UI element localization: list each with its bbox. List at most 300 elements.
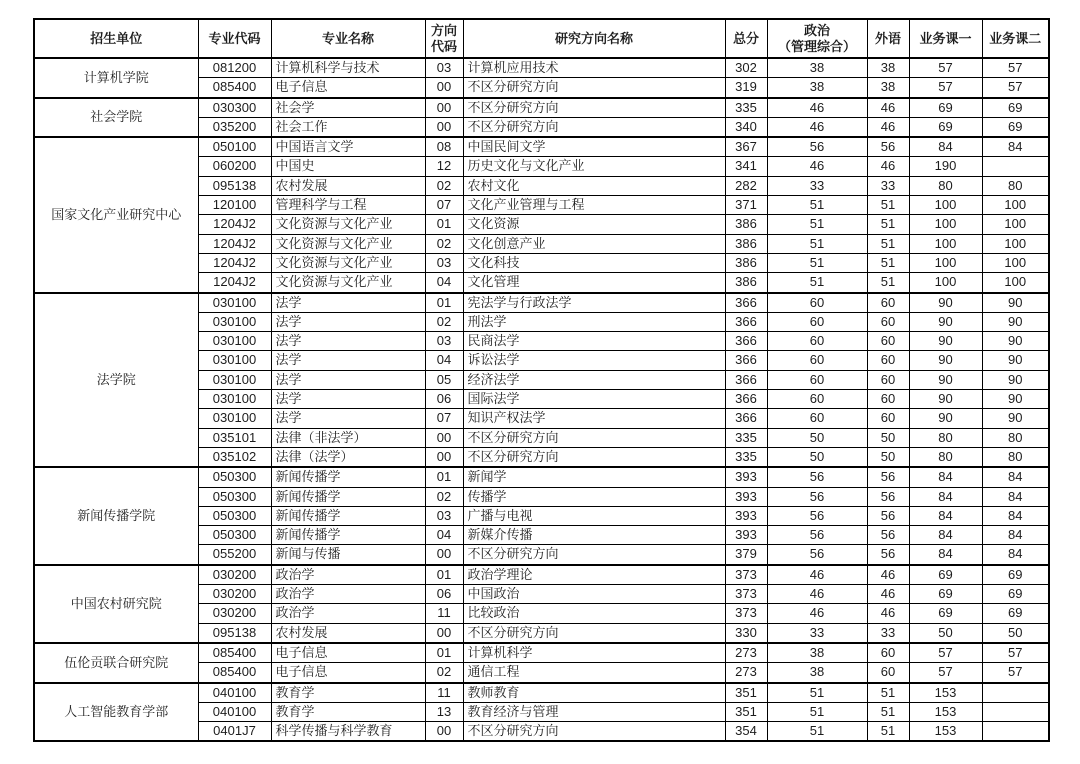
cell-course1-score: 84: [909, 526, 982, 545]
cell-politics-score: 50: [767, 447, 867, 467]
cell-direction-code: 08: [425, 137, 463, 157]
cell-course1-score: 153: [909, 702, 982, 721]
cell-foreign-language-score: 51: [867, 234, 909, 253]
cell-major-code: 030100: [198, 390, 271, 409]
cell-direction-name: 文化科技: [463, 253, 725, 272]
col-header-politics: [767, 19, 867, 58]
cell-course1-score: 69: [909, 585, 982, 604]
cell-foreign-language-score: 51: [867, 196, 909, 215]
cell-course2-score: 84: [982, 137, 1049, 157]
cell-total-score: 319: [725, 78, 767, 98]
cell-direction-code: 03: [425, 253, 463, 272]
cell-direction-code: 00: [425, 545, 463, 565]
cell-course2-score: 57: [982, 58, 1049, 78]
cell-direction-code: 02: [425, 487, 463, 506]
cell-course1-score: 57: [909, 58, 982, 78]
cell-total-score: 386: [725, 215, 767, 234]
cell-major-code: 050300: [198, 526, 271, 545]
cell-foreign-language-score: 56: [867, 467, 909, 487]
cell-major-code: 095138: [198, 176, 271, 195]
cell-foreign-language-score: 38: [867, 78, 909, 98]
cell-course1-score: 90: [909, 293, 982, 313]
cell-direction-code: 04: [425, 526, 463, 545]
cell-course1-score: 100: [909, 234, 982, 253]
cell-foreign-language-score: 60: [867, 643, 909, 663]
cell-major-code: 030200: [198, 604, 271, 623]
cell-total-score: 351: [725, 683, 767, 703]
cell-foreign-language-score: 56: [867, 506, 909, 525]
cell-politics-score: 51: [767, 683, 867, 703]
cell-course1-score: 50: [909, 623, 982, 643]
cell-direction-name: 民商法学: [463, 332, 725, 351]
cell-course1-score: 57: [909, 78, 982, 98]
cell-major-name: 电子信息: [271, 643, 425, 663]
cell-major-name: 教育学: [271, 683, 425, 703]
col-header-foreign-language: 外语: [867, 19, 909, 58]
cell-total-score: 366: [725, 312, 767, 331]
cell-foreign-language-score: 50: [867, 428, 909, 447]
cell-direction-code: 01: [425, 467, 463, 487]
cell-total-score: 273: [725, 643, 767, 663]
cell-course1-score: 57: [909, 663, 982, 683]
cell-total-score: 386: [725, 234, 767, 253]
cell-major-code: 085400: [198, 78, 271, 98]
cell-direction-name: 文化资源: [463, 215, 725, 234]
cell-direction-name: 新闻学: [463, 467, 725, 487]
cell-course2-score: 90: [982, 332, 1049, 351]
cell-course2-score: 90: [982, 351, 1049, 370]
cell-major-code: 040100: [198, 683, 271, 703]
cell-major-name: 电子信息: [271, 663, 425, 683]
cell-admission-unit: 计算机学院: [34, 58, 198, 98]
cell-total-score: 335: [725, 447, 767, 467]
cell-politics-score: 46: [767, 117, 867, 137]
cell-direction-code: 04: [425, 273, 463, 293]
cell-major-name: 文化资源与文化产业: [271, 234, 425, 253]
cell-direction-name: 不区分研究方向: [463, 623, 725, 643]
cell-total-score: 351: [725, 702, 767, 721]
cell-politics-score: 51: [767, 196, 867, 215]
cell-politics-score: 38: [767, 78, 867, 98]
cell-foreign-language-score: 56: [867, 545, 909, 565]
cell-total-score: 367: [725, 137, 767, 157]
table-body: [34, 58, 1049, 741]
cell-politics-score: 60: [767, 332, 867, 351]
cell-politics-score: 56: [767, 506, 867, 525]
cell-course2-score: 84: [982, 506, 1049, 525]
table-row: [34, 643, 1049, 663]
cell-total-score: 373: [725, 604, 767, 623]
cell-direction-name: 历史文化与文化产业: [463, 157, 725, 176]
cell-course1-score: 100: [909, 215, 982, 234]
cell-foreign-language-score: 46: [867, 585, 909, 604]
cell-major-code: 055200: [198, 545, 271, 565]
cell-major-name: 管理科学与工程: [271, 196, 425, 215]
cell-direction-name: 不区分研究方向: [463, 78, 725, 98]
cell-course1-score: 90: [909, 312, 982, 331]
cell-direction-code: 00: [425, 722, 463, 742]
cell-major-name: 法学: [271, 409, 425, 428]
cell-total-score: 340: [725, 117, 767, 137]
cell-major-name: 文化资源与文化产业: [271, 253, 425, 272]
cell-direction-code: 02: [425, 312, 463, 331]
cell-direction-name: 农村文化: [463, 176, 725, 195]
cell-politics-score: 51: [767, 702, 867, 721]
cell-direction-code: 01: [425, 293, 463, 313]
cell-course1-score: 100: [909, 253, 982, 272]
cell-course2-score: 90: [982, 390, 1049, 409]
cell-course2-score: 57: [982, 663, 1049, 683]
cell-direction-name: 文化创意产业: [463, 234, 725, 253]
cell-course2-score: 90: [982, 293, 1049, 313]
cell-course2-score: 100: [982, 253, 1049, 272]
cell-direction-name: 计算机科学: [463, 643, 725, 663]
cell-foreign-language-score: 51: [867, 215, 909, 234]
cell-course1-score: 69: [909, 604, 982, 623]
table-row: [34, 293, 1049, 313]
cell-direction-name: 文化管理: [463, 273, 725, 293]
cell-direction-name: 知识产权法学: [463, 409, 725, 428]
cell-foreign-language-score: 51: [867, 253, 909, 272]
header-line: 代码: [430, 38, 457, 54]
cell-direction-code: 01: [425, 565, 463, 585]
cell-major-code: 050300: [198, 467, 271, 487]
cell-course2-score: [982, 702, 1049, 721]
cell-admission-unit: 人工智能教育学部: [34, 683, 198, 742]
cell-politics-score: 51: [767, 273, 867, 293]
cell-major-code: 030200: [198, 585, 271, 604]
cell-foreign-language-score: 51: [867, 683, 909, 703]
cell-total-score: 330: [725, 623, 767, 643]
cell-politics-score: 60: [767, 312, 867, 331]
cell-major-code: 050300: [198, 506, 271, 525]
cell-direction-code: 07: [425, 409, 463, 428]
cell-direction-name: 比较政治: [463, 604, 725, 623]
cell-major-name: 科学传播与科学教育: [271, 722, 425, 742]
cell-course2-score: 100: [982, 273, 1049, 293]
cell-major-code: 035101: [198, 428, 271, 447]
cell-course2-score: [982, 722, 1049, 742]
cell-admission-unit: 社会学院: [34, 98, 198, 138]
cell-major-name: 电子信息: [271, 78, 425, 98]
cell-foreign-language-score: 51: [867, 702, 909, 721]
cell-direction-code: 06: [425, 390, 463, 409]
cell-total-score: 366: [725, 293, 767, 313]
cell-total-score: 335: [725, 428, 767, 447]
cell-foreign-language-score: 60: [867, 312, 909, 331]
cell-major-code: 040100: [198, 702, 271, 721]
header-line: 政治: [803, 22, 830, 38]
cell-direction-code: 11: [425, 604, 463, 623]
cell-foreign-language-score: 60: [867, 663, 909, 683]
cell-total-score: 393: [725, 467, 767, 487]
cell-course1-score: 90: [909, 390, 982, 409]
cell-major-name: 农村发展: [271, 623, 425, 643]
cell-major-name: 法律（法学）: [271, 447, 425, 467]
cell-foreign-language-score: 51: [867, 722, 909, 742]
cell-politics-score: 60: [767, 351, 867, 370]
cell-total-score: 335: [725, 98, 767, 118]
cell-major-code: 1204J2: [198, 253, 271, 272]
header-row: [34, 19, 1049, 58]
cell-course1-score: 90: [909, 332, 982, 351]
cell-total-score: 371: [725, 196, 767, 215]
cell-course1-score: 84: [909, 506, 982, 525]
cell-major-name: 社会学: [271, 98, 425, 118]
cell-major-name: 法律（非法学）: [271, 428, 425, 447]
cell-direction-code: 02: [425, 176, 463, 195]
cell-major-code: 085400: [198, 663, 271, 683]
table-header: [34, 19, 1049, 58]
cell-politics-score: 51: [767, 234, 867, 253]
cell-major-name: 新闻传播学: [271, 526, 425, 545]
cell-course1-score: 69: [909, 565, 982, 585]
cell-major-name: 文化资源与文化产业: [271, 215, 425, 234]
cell-foreign-language-score: 60: [867, 332, 909, 351]
cell-total-score: 379: [725, 545, 767, 565]
table-row: [34, 137, 1049, 157]
cell-direction-name: 不区分研究方向: [463, 722, 725, 742]
cell-direction-code: 05: [425, 370, 463, 389]
cell-course2-score: 57: [982, 643, 1049, 663]
cell-admission-unit: 国家文化产业研究中心: [34, 137, 198, 292]
cell-course2-score: 50: [982, 623, 1049, 643]
cell-total-score: 282: [725, 176, 767, 195]
cell-direction-code: 00: [425, 78, 463, 98]
cell-total-score: 386: [725, 273, 767, 293]
cell-course1-score: 153: [909, 683, 982, 703]
cell-foreign-language-score: 56: [867, 487, 909, 506]
cell-major-code: 030100: [198, 409, 271, 428]
cell-foreign-language-score: 51: [867, 273, 909, 293]
cell-politics-score: 38: [767, 663, 867, 683]
cell-course1-score: 69: [909, 117, 982, 137]
cell-total-score: 366: [725, 351, 767, 370]
cell-major-code: 1204J2: [198, 234, 271, 253]
cell-course2-score: 80: [982, 176, 1049, 195]
cell-major-code: 085400: [198, 643, 271, 663]
admission-score-table: [33, 18, 1050, 742]
cell-course2-score: 84: [982, 545, 1049, 565]
cell-direction-name: 政治学理论: [463, 565, 725, 585]
cell-major-code: 081200: [198, 58, 271, 78]
cell-major-code: 050300: [198, 487, 271, 506]
cell-direction-code: 03: [425, 506, 463, 525]
cell-direction-code: 12: [425, 157, 463, 176]
cell-course1-score: 80: [909, 447, 982, 467]
cell-admission-unit: 新闻传播学院: [34, 467, 198, 564]
cell-politics-score: 60: [767, 370, 867, 389]
cell-course1-score: 100: [909, 196, 982, 215]
cell-total-score: 393: [725, 487, 767, 506]
cell-total-score: 373: [725, 565, 767, 585]
cell-foreign-language-score: 56: [867, 526, 909, 545]
cell-direction-name: 传播学: [463, 487, 725, 506]
cell-politics-score: 51: [767, 253, 867, 272]
cell-politics-score: 33: [767, 623, 867, 643]
cell-course2-score: 69: [982, 585, 1049, 604]
cell-major-code: 030100: [198, 332, 271, 351]
cell-direction-name: 教育经济与管理: [463, 702, 725, 721]
cell-politics-score: 33: [767, 176, 867, 195]
cell-politics-score: 51: [767, 722, 867, 742]
cell-direction-name: 通信工程: [463, 663, 725, 683]
cell-foreign-language-score: 38: [867, 58, 909, 78]
cell-total-score: 354: [725, 722, 767, 742]
cell-foreign-language-score: 60: [867, 390, 909, 409]
cell-total-score: 302: [725, 58, 767, 78]
cell-total-score: 273: [725, 663, 767, 683]
cell-major-name: 中国史: [271, 157, 425, 176]
cell-major-name: 新闻传播学: [271, 506, 425, 525]
cell-direction-name: 不区分研究方向: [463, 447, 725, 467]
cell-politics-score: 46: [767, 565, 867, 585]
cell-course1-score: 84: [909, 137, 982, 157]
cell-major-name: 文化资源与文化产业: [271, 273, 425, 293]
cell-major-code: 030100: [198, 370, 271, 389]
col-header-direction-code: [425, 19, 463, 58]
cell-major-name: 中国语言文学: [271, 137, 425, 157]
table-row: [34, 98, 1049, 118]
cell-direction-code: 13: [425, 702, 463, 721]
cell-politics-score: 46: [767, 604, 867, 623]
cell-direction-name: 不区分研究方向: [463, 545, 725, 565]
cell-direction-code: 02: [425, 663, 463, 683]
cell-direction-name: 宪法学与行政法学: [463, 293, 725, 313]
cell-course1-score: 90: [909, 370, 982, 389]
cell-total-score: 366: [725, 409, 767, 428]
cell-major-code: 030100: [198, 293, 271, 313]
cell-direction-name: 中国民间文学: [463, 137, 725, 157]
cell-major-name: 新闻传播学: [271, 487, 425, 506]
cell-direction-name: 经济法学: [463, 370, 725, 389]
cell-total-score: 366: [725, 390, 767, 409]
cell-foreign-language-score: 46: [867, 117, 909, 137]
cell-course2-score: 90: [982, 409, 1049, 428]
cell-major-code: 050100: [198, 137, 271, 157]
cell-politics-score: 56: [767, 137, 867, 157]
cell-major-name: 农村发展: [271, 176, 425, 195]
cell-course2-score: 80: [982, 428, 1049, 447]
cell-major-name: 政治学: [271, 565, 425, 585]
col-header-direction-name: 研究方向名称: [463, 19, 725, 58]
cell-total-score: 366: [725, 370, 767, 389]
cell-course2-score: 84: [982, 487, 1049, 506]
cell-major-code: 030200: [198, 565, 271, 585]
cell-direction-name: 国际法学: [463, 390, 725, 409]
cell-direction-code: 00: [425, 447, 463, 467]
cell-direction-name: 中国政治: [463, 585, 725, 604]
cell-direction-code: 03: [425, 332, 463, 351]
cell-course2-score: 69: [982, 565, 1049, 585]
cell-foreign-language-score: 46: [867, 604, 909, 623]
cell-major-code: 035200: [198, 117, 271, 137]
cell-admission-unit: 伍伦贡联合研究院: [34, 643, 198, 683]
cell-course1-score: 90: [909, 409, 982, 428]
header-line: （管理综合）: [777, 38, 856, 54]
cell-major-name: 社会工作: [271, 117, 425, 137]
cell-foreign-language-score: 60: [867, 370, 909, 389]
cell-major-name: 法学: [271, 351, 425, 370]
cell-foreign-language-score: 46: [867, 565, 909, 585]
cell-course2-score: 69: [982, 604, 1049, 623]
col-header-total-score: 总分: [725, 19, 767, 58]
cell-major-code: 095138: [198, 623, 271, 643]
cell-politics-score: 60: [767, 293, 867, 313]
cell-politics-score: 60: [767, 390, 867, 409]
cell-foreign-language-score: 50: [867, 447, 909, 467]
table-row: [34, 467, 1049, 487]
cell-course1-score: 84: [909, 487, 982, 506]
cell-direction-code: 07: [425, 196, 463, 215]
cell-major-code: 1204J2: [198, 215, 271, 234]
cell-direction-code: 11: [425, 683, 463, 703]
cell-foreign-language-score: 60: [867, 351, 909, 370]
cell-major-code: 120100: [198, 196, 271, 215]
cell-total-score: 373: [725, 585, 767, 604]
table-row: [34, 565, 1049, 585]
cell-course2-score: 57: [982, 78, 1049, 98]
cell-major-name: 法学: [271, 390, 425, 409]
cell-direction-code: 01: [425, 215, 463, 234]
cell-direction-code: 00: [425, 428, 463, 447]
table-row: [34, 683, 1049, 703]
cell-course2-score: 69: [982, 98, 1049, 118]
cell-course2-score: [982, 157, 1049, 176]
cell-admission-unit: 法学院: [34, 293, 198, 468]
cell-course2-score: 84: [982, 526, 1049, 545]
cell-major-code: 030100: [198, 312, 271, 331]
cell-direction-code: 01: [425, 643, 463, 663]
cell-politics-score: 46: [767, 157, 867, 176]
cell-politics-score: 56: [767, 487, 867, 506]
col-header-major-name: 专业名称: [271, 19, 425, 58]
cell-foreign-language-score: 33: [867, 176, 909, 195]
cell-course2-score: 100: [982, 215, 1049, 234]
cell-course1-score: 80: [909, 176, 982, 195]
cell-foreign-language-score: 60: [867, 409, 909, 428]
col-header-major-code: 专业代码: [198, 19, 271, 58]
cell-direction-code: 03: [425, 58, 463, 78]
cell-major-name: 教育学: [271, 702, 425, 721]
col-header-course1: 业务课一: [909, 19, 982, 58]
cell-course2-score: 84: [982, 467, 1049, 487]
header-line: 方向: [430, 22, 457, 38]
cell-major-code: 0401J7: [198, 722, 271, 742]
cell-course2-score: [982, 683, 1049, 703]
cell-course2-score: 80: [982, 447, 1049, 467]
cell-course2-score: 69: [982, 117, 1049, 137]
table-row: [34, 58, 1049, 78]
cell-politics-score: 51: [767, 215, 867, 234]
cell-admission-unit: 中国农村研究院: [34, 565, 198, 643]
cell-course1-score: 80: [909, 428, 982, 447]
col-header-course2: 业务课二: [982, 19, 1049, 58]
cell-major-name: 法学: [271, 293, 425, 313]
cell-major-code: 030300: [198, 98, 271, 118]
cell-direction-name: 新媒介传播: [463, 526, 725, 545]
cell-direction-name: 不区分研究方向: [463, 428, 725, 447]
cell-total-score: 386: [725, 253, 767, 272]
cell-direction-name: 广播与电视: [463, 506, 725, 525]
cell-direction-name: 不区分研究方向: [463, 117, 725, 137]
cell-direction-name: 刑法学: [463, 312, 725, 331]
cell-major-code: 1204J2: [198, 273, 271, 293]
cell-major-name: 政治学: [271, 585, 425, 604]
cell-course1-score: 153: [909, 722, 982, 742]
cell-politics-score: 46: [767, 585, 867, 604]
cell-direction-code: 00: [425, 98, 463, 118]
